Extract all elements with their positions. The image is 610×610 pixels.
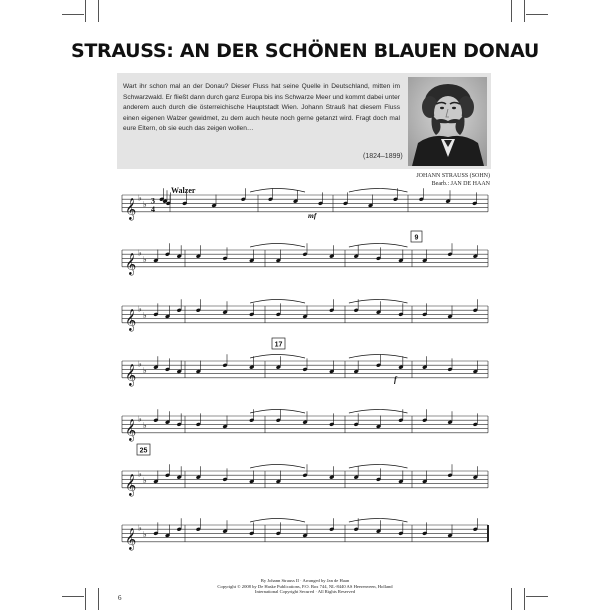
time-signature-top: 3 [151,196,155,206]
slur [250,465,305,469]
flat-sign: ♭ [138,359,142,369]
flat-sign: ♭ [138,304,142,314]
page-title: STRAUSS: AN DER SCHÖNEN BLAUEN DONAU [70,40,540,62]
rehearsal-mark-25: 25 [139,447,148,455]
slur [349,300,408,304]
copyright-footer [0,578,610,595]
treble-clef: 𝄞 [125,363,137,386]
page-number: 6 [118,594,122,602]
slur [349,244,408,248]
treble-clef: 𝄞 [125,197,137,220]
arranger-name: Bearb.: JAN DE HAAN [431,181,490,187]
flat-sign: ♭ [138,469,142,479]
rehearsal-mark-17: 17 [274,341,283,349]
slur [349,519,408,523]
slur [250,519,305,523]
footer-line-1: By Johann Strauss II · Arranged by Jan de Haan [260,578,350,583]
treble-clef: 𝄞 [125,418,137,441]
slur [250,244,305,248]
treble-clef: 𝄞 [125,308,137,331]
flat-sign: ♭ [143,420,147,430]
treble-clef: 𝄞 [125,252,137,275]
footer-line-2: Copyright © 2008 by De Haske Publications, P.O. Box 744, NL-8440 AS Heerenveen, Holland [217,583,393,589]
slur [349,189,408,193]
flat-sign: ♭ [138,193,142,203]
tempo-marking: Walzer [171,186,196,195]
slur [250,410,305,414]
flat-sign: ♭ [138,248,142,258]
flat-sign: ♭ [138,523,142,533]
rehearsal-mark-9: 9 [414,234,419,242]
slur [349,465,408,469]
flat-sign: ♭ [143,529,147,539]
flat-sign: ♭ [143,365,147,375]
slur [250,355,305,359]
slur [349,410,408,414]
intro-text: Wart ihr schon mal an der Donau? Dieser Fluss hat seine Quelle in Deutschland, mitten im Schwarzwald. Er fließt dann durch ganz Europa bis ins Schwarze Meer und kommt dabei unter anderem auch durch die österreichische Hauptstadt Wien. Johann Strauß hat diesem Fluss einen eigenen Walzer gewidmet, zu dem auch heute noch gerne getanzt wird. Fragt doch mal eure Eltern, ob sie euch das zeigen wollen… [123,83,400,133]
composer-name: JOHANN STRAUSS (SOHN) [416,173,490,179]
slur [349,355,408,359]
treble-clef: 𝄞 [125,473,137,496]
flat-sign: ♭ [143,310,147,320]
flat-sign: ♭ [143,475,147,485]
time-signature-bottom: 4 [151,204,155,214]
treble-clef: 𝄞 [125,527,137,550]
flat-sign: ♭ [143,199,147,209]
slur [250,300,305,304]
slur [250,189,305,193]
flat-sign: ♭ [143,254,147,264]
dynamic-mf: mf [308,211,317,220]
flat-sign: ♭ [138,414,142,424]
dynamic-f: f [394,375,397,384]
footer-line-3: International Copyright Secured · All Rights Reserved [254,589,356,595]
life-years: (1824–1899) [363,153,403,160]
